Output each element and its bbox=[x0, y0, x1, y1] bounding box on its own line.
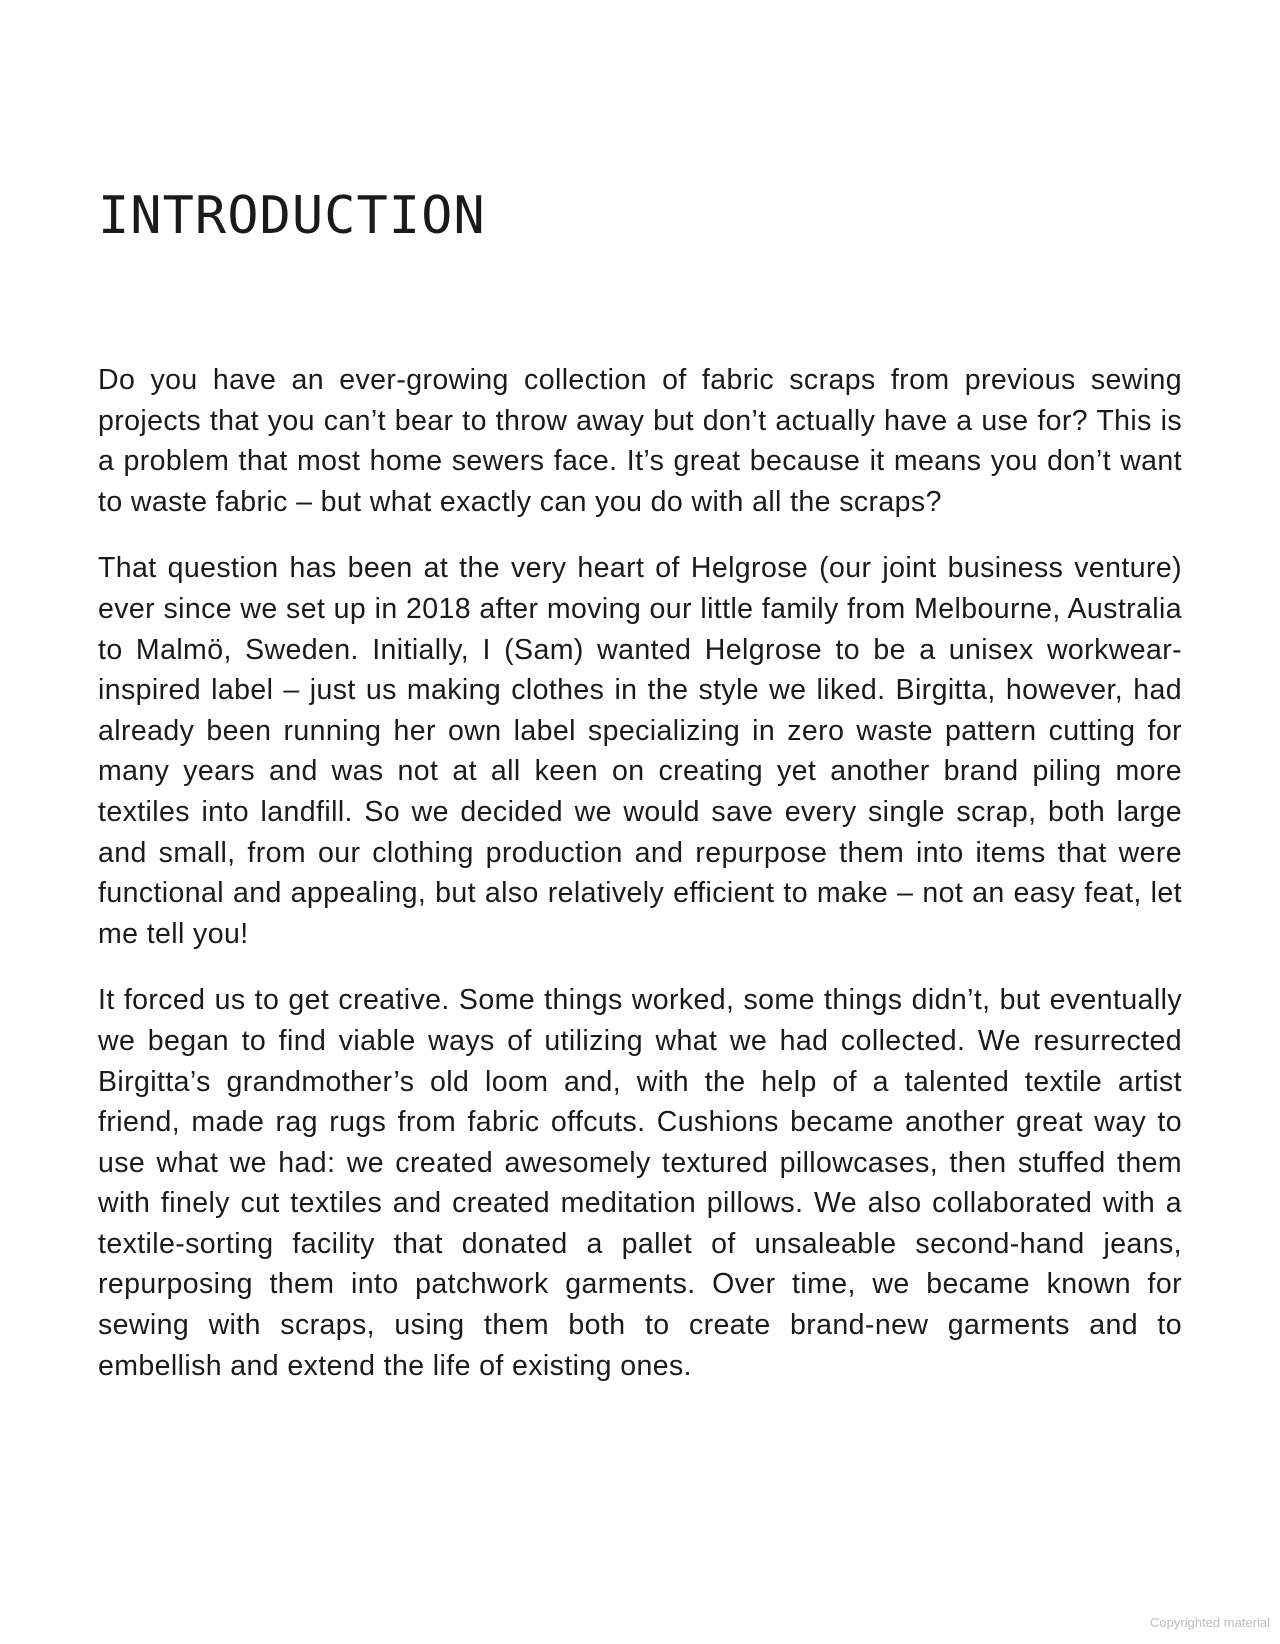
copyright-watermark: Copyrighted material bbox=[1150, 1615, 1270, 1630]
paragraph-3: It forced us to get creative. Some things worked, some things didn’t, but eventually we began to find viable ways of utilizing what we had collected. We resurrected Birgitta’s grandmother’s old loom and, with the help of a talented textile artist friend, made rag rugs from fabric offcuts. Cushions became another great way to use what we had: we created awesomely textured pillowcases, then stuffed them with finely cut textiles and created meditation pillows. We also collaborated with a textile-sorting facility that donated a pallet of unsaleable second-hand jeans, repurposing them into patchwork garments. Over time, we became known for sewing with scraps, using them both to create brand-new garments and to embellish and extend the life of existing ones. bbox=[98, 984, 1182, 1382]
paragraph-2: That question has been at the very heart of Helgrose (our joint business venture) ever since we set up in 2018 after moving our little family from Melbourne, Australia to Malmö, Sweden. Initially, I (Sam) wanted Helgrose to be a unisex workwear-inspired label – just us making clothes in the style we liked. Birgitta, however, had already been running her own label specializing in zero waste pattern cutting for many years and was not at all keen on creating yet another brand piling more textiles into landfill. So we decided we would save every single scrap, both large and small, from our clothing production and repurpose them into items that were functional and appealing, but also relatively efficient to make – not an easy feat, let me tell you! bbox=[98, 552, 1182, 950]
body-text bbox=[98, 360, 1182, 1412]
page-title: INTRODUCTION bbox=[98, 186, 486, 246]
paragraph-1: Do you have an ever-growing collection of fabric scraps from previous sewing projects that you can’t bear to throw away but don’t actually have a use for? This is a problem that most home sewers face. It’s great because it means you don’t want to waste fabric – but what exactly can you do with all the scraps? bbox=[98, 364, 1182, 518]
